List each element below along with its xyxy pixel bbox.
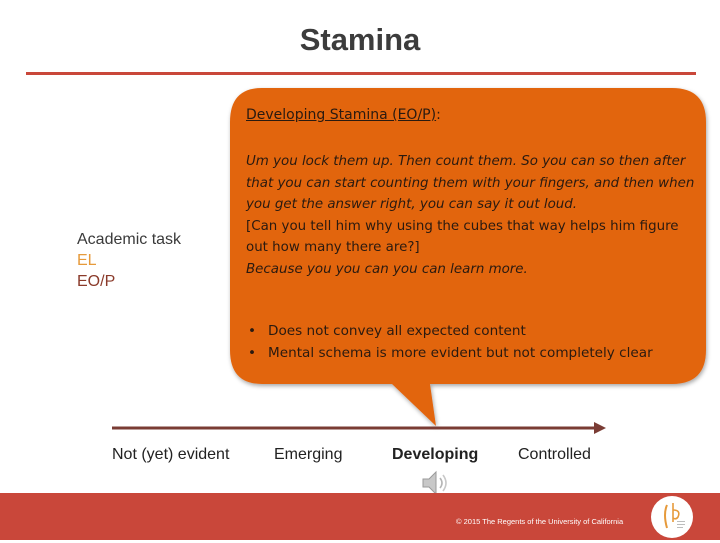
teacher-question: [Can you tell him why using the cubes that way helps him figure out how many there are?] (246, 218, 679, 255)
bullet-text: Does not convey all expected content (268, 323, 526, 339)
quote-part-2: Because you you can you can learn more. (246, 261, 528, 277)
academic-task-label: Academic task (77, 231, 182, 248)
scale-level-developing: Developing (392, 446, 479, 463)
bullet-glyph: • (248, 344, 257, 361)
bullet-text: Mental schema is more evident but not completely clear (268, 344, 653, 361)
scale-level-emerging: Emerging (274, 446, 343, 463)
bubble-heading-colon: : (436, 107, 441, 123)
el-label: EL (77, 252, 97, 269)
logo-mark (651, 496, 693, 538)
scale-level-controlled: Controlled (518, 446, 591, 463)
scale-level-not-yet-evident: Not (yet) evident (112, 446, 230, 463)
bubble-heading: Developing Stamina (EO/P) (246, 107, 437, 123)
slide-title: Stamina (299, 22, 421, 57)
logo-icon (651, 496, 693, 538)
bullet-glyph: • (248, 323, 257, 339)
eop-label: EO/P (77, 273, 116, 290)
arrow-head (594, 422, 606, 434)
quote-part-1: Um you lock them up. Then count them. So you can so then after that you can start counting them with your fingers, and then when you get the answer right, you can say it out loud. (246, 154, 695, 212)
copyright-text: © 2015 The Regents of the University of California (456, 517, 624, 526)
